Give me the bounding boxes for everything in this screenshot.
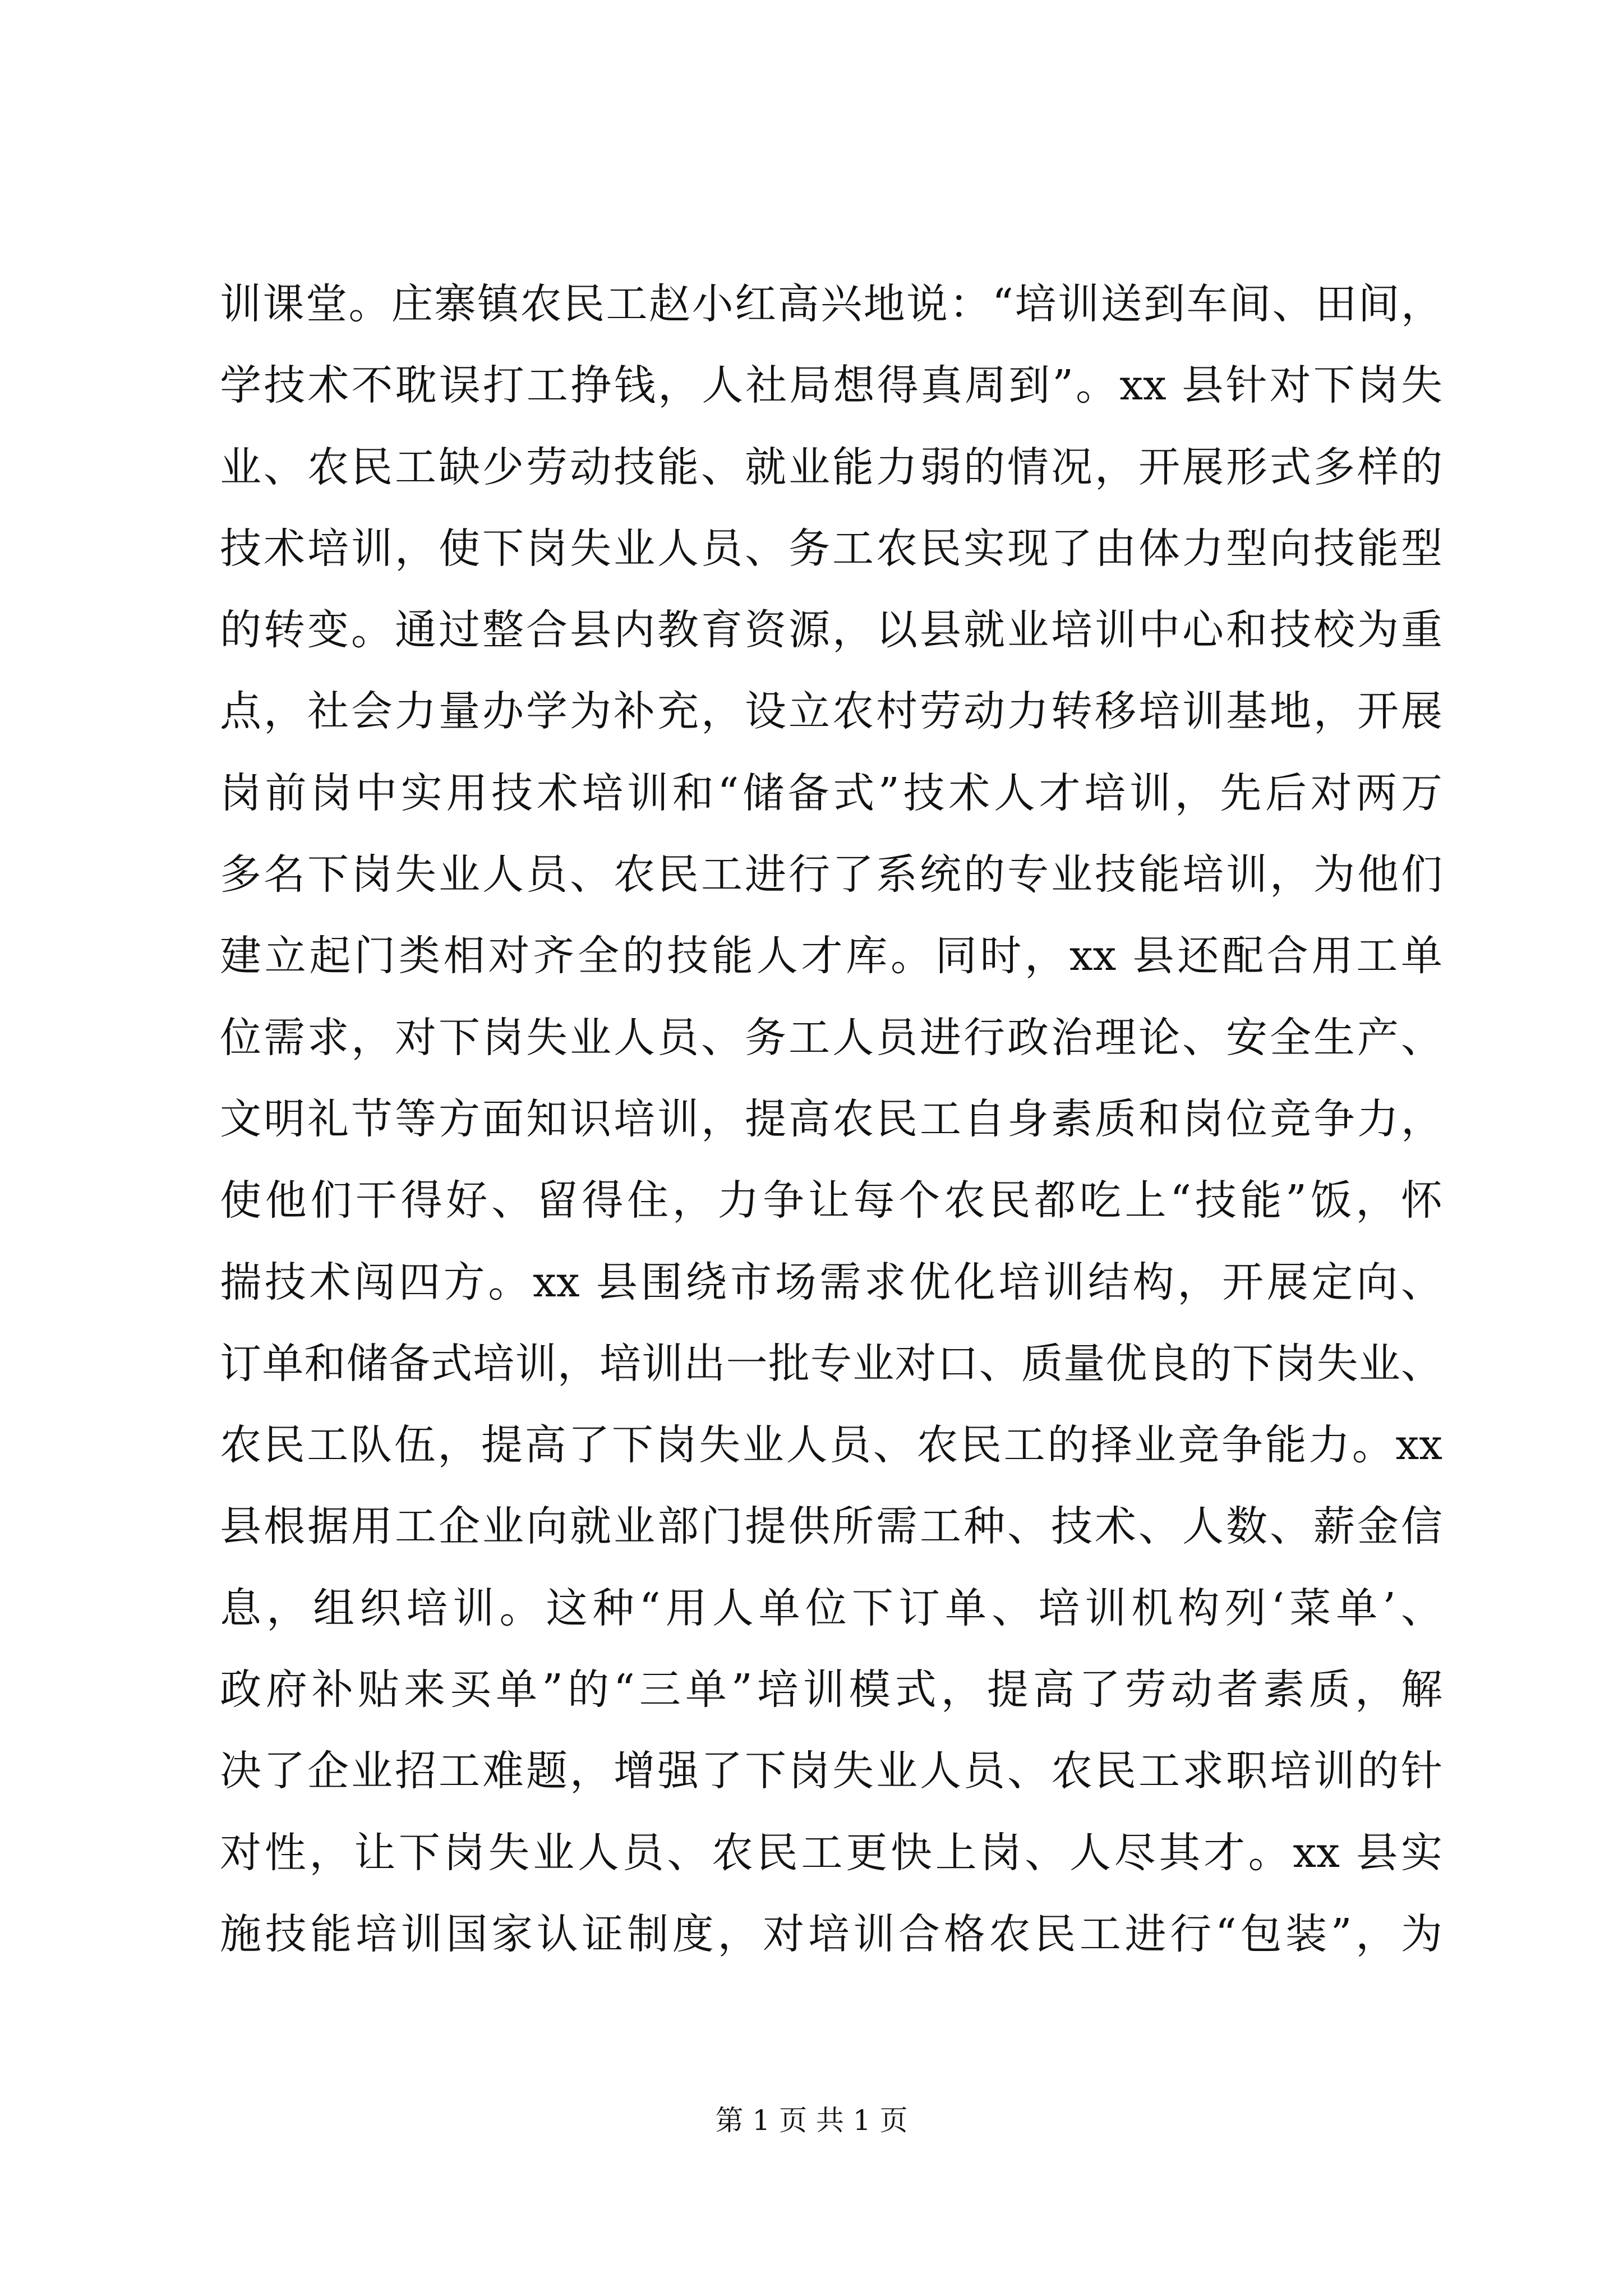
- text-line: 农民工队伍，提高了下岗失业人员、农民工的择业竞争能力。xx: [220, 1421, 1442, 1470]
- text-line: 县根据用工企业向就业部门提供所需工种、技术、人数、薪金信: [220, 1502, 1442, 1551]
- text-line: 订单和储备式培训，培训出一批专业对口、质量优良的下岗失业、: [220, 1339, 1442, 1388]
- text-line: 点，社会力量办学为补充，设立农村劳动力转移培训基地，开展: [220, 687, 1442, 736]
- text-line: 技术培训，使下岗失业人员、务工农民实现了由体力型向技能型: [220, 524, 1442, 573]
- text-line: 对性，让下岗失业人员、农民工更快上岗、人尽其才。xx 县实: [220, 1828, 1442, 1877]
- text-line: 学技术不耽误打工挣钱，人社局想得真周到”。xx 县针对下岗失: [220, 361, 1442, 410]
- text-line: 揣技术闯四方。xx 县围绕市场需求优化培训结构，开展定向、: [220, 1258, 1442, 1306]
- text-line: 决了企业招工难题，增强了下岗失业人员、农民工求职培训的针: [220, 1747, 1442, 1796]
- text-line: 业、农民工缺少劳动技能、就业能力弱的情况，开展形式多样的: [220, 443, 1442, 491]
- text-line: 文明礼节等方面知识培训，提高农民工自身素质和岗位竞争力，: [220, 1094, 1442, 1143]
- text-line: 岗前岗中实用技术培训和“储备式”技术人才培训，先后对两万: [220, 769, 1442, 817]
- text-line: 多名下岗失业人员、农民工进行了系统的专业技能培训，为他们: [220, 850, 1442, 899]
- text-line: 位需求，对下岗失业人员、务工人员进行政治理论、安全生产、: [220, 1013, 1442, 1062]
- text-line: 使他们干得好、留得住，力争让每个农民都吃上“技能”饭，怀: [220, 1176, 1442, 1225]
- text-line: 施技能培训国家认证制度，对培训合格农民工进行“包装”，为: [220, 1910, 1442, 1958]
- text-line: 政府补贴来买单”的“三单”培训模式，提高了劳动者素质，解: [220, 1665, 1442, 1714]
- text-line: 的转变。通过整合县内教育资源，以县就业培训中心和技校为重: [220, 606, 1442, 655]
- body-text: [220, 264, 1442, 1975]
- text-line: 建立起门类相对齐全的技能人才库。同时，xx 县还配合用工单: [220, 932, 1442, 981]
- text-line: 训课堂。庄寨镇农民工赵小红高兴地说：“培训送到车间、田间，: [220, 280, 1442, 328]
- page-footer: 第 1 页 共 1 页: [715, 2104, 908, 2137]
- text-line: 息，组织培训。这种“用人单位下订单、培训机构列‘菜单’、: [220, 1584, 1442, 1632]
